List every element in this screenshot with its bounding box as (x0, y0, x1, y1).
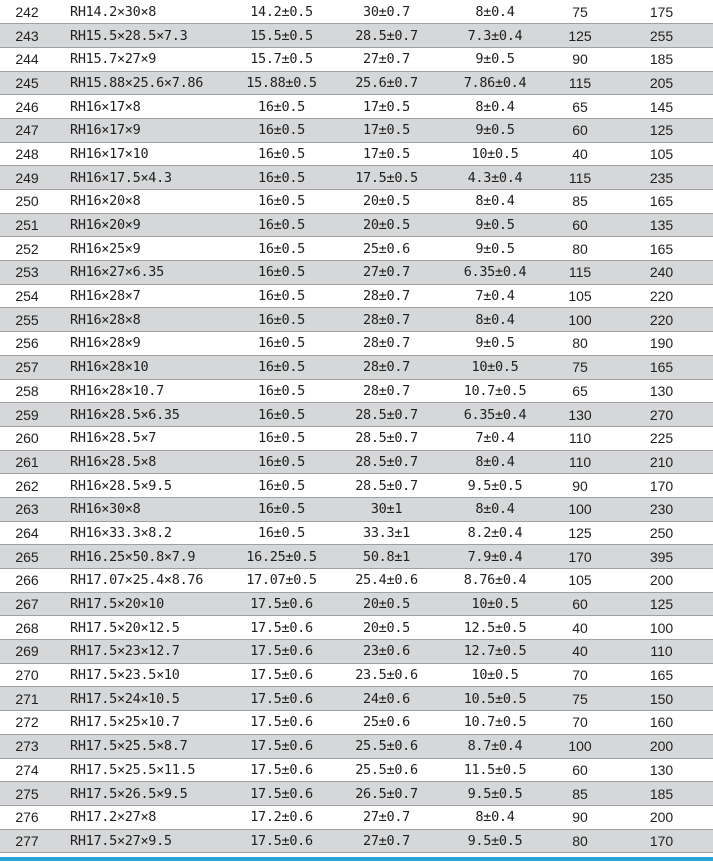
value-a-cell: 40 (550, 640, 610, 664)
outer-dimension-cell: 30±0.7 (333, 0, 440, 24)
height-dimension-cell: 8.7±0.4 (440, 734, 550, 758)
inner-dimension-cell: 16±0.5 (230, 521, 333, 545)
table-row (0, 355, 713, 379)
value-a-cell: 125 (550, 521, 610, 545)
model-code-cell: RH17.5×20×10 (58, 592, 230, 616)
height-dimension-cell: 9±0.5 (440, 332, 550, 356)
value-b-cell: 200 (610, 569, 713, 593)
value-b-cell: 255 (610, 24, 713, 48)
value-a-cell: 40 (550, 142, 610, 166)
model-code-cell: RH16.25×50.8×7.9 (58, 545, 230, 569)
inner-dimension-cell: 16.25±0.5 (230, 545, 333, 569)
model-code-cell: RH16×28.5×9.5 (58, 474, 230, 498)
inner-dimension-cell: 16±0.5 (230, 142, 333, 166)
row-number-cell: 254 (0, 284, 58, 308)
value-a-cell: 80 (550, 237, 610, 261)
inner-dimension-cell: 17.07±0.5 (230, 569, 333, 593)
height-dimension-cell: 7±0.4 (440, 284, 550, 308)
height-dimension-cell: 10.7±0.5 (440, 379, 550, 403)
outer-dimension-cell: 27±0.7 (333, 47, 440, 71)
value-a-cell: 90 (550, 47, 610, 71)
outer-dimension-cell: 17±0.5 (333, 118, 440, 142)
row-number-cell: 251 (0, 213, 58, 237)
value-b-cell: 135 (610, 213, 713, 237)
value-b-cell: 130 (610, 379, 713, 403)
value-a-cell: 100 (550, 497, 610, 521)
model-code-cell: RH16×30×8 (58, 497, 230, 521)
value-a-cell: 115 (550, 166, 610, 190)
model-code-cell: RH17.5×26.5×9.5 (58, 782, 230, 806)
value-a-cell: 110 (550, 450, 610, 474)
height-dimension-cell: 6.35±0.4 (440, 261, 550, 285)
value-b-cell: 270 (610, 403, 713, 427)
value-b-cell: 185 (610, 782, 713, 806)
model-code-cell: RH16×28.5×6.35 (58, 403, 230, 427)
value-a-cell: 110 (550, 426, 610, 450)
value-a-cell: 60 (550, 758, 610, 782)
height-dimension-cell: 7.9±0.4 (440, 545, 550, 569)
model-code-cell: RH17.5×27×9.5 (58, 829, 230, 853)
table-row (0, 616, 713, 640)
model-code-cell: RH16×17×10 (58, 142, 230, 166)
inner-dimension-cell: 17.5±0.6 (230, 782, 333, 806)
value-a-cell: 100 (550, 308, 610, 332)
bottom-accent-bar (0, 857, 713, 861)
value-b-cell: 130 (610, 758, 713, 782)
inner-dimension-cell: 16±0.5 (230, 308, 333, 332)
outer-dimension-cell: 30±1 (333, 497, 440, 521)
height-dimension-cell: 11.5±0.5 (440, 758, 550, 782)
value-a-cell: 170 (550, 545, 610, 569)
inner-dimension-cell: 14.2±0.5 (230, 0, 333, 24)
value-b-cell: 165 (610, 355, 713, 379)
row-number-cell: 275 (0, 782, 58, 806)
value-a-cell: 90 (550, 805, 610, 829)
inner-dimension-cell: 16±0.5 (230, 213, 333, 237)
value-a-cell: 105 (550, 569, 610, 593)
table-row (0, 379, 713, 403)
row-number-cell: 262 (0, 474, 58, 498)
table-row (0, 284, 713, 308)
row-number-cell: 243 (0, 24, 58, 48)
height-dimension-cell: 10.5±0.5 (440, 687, 550, 711)
value-a-cell: 90 (550, 474, 610, 498)
height-dimension-cell: 9.5±0.5 (440, 782, 550, 806)
outer-dimension-cell: 25.5±0.6 (333, 734, 440, 758)
table-row (0, 782, 713, 806)
value-b-cell: 125 (610, 592, 713, 616)
model-code-cell: RH16×28×10.7 (58, 379, 230, 403)
model-code-cell: RH16×25×9 (58, 237, 230, 261)
height-dimension-cell: 8±0.4 (440, 308, 550, 332)
inner-dimension-cell: 16±0.5 (230, 190, 333, 214)
height-dimension-cell: 8±0.4 (440, 95, 550, 119)
inner-dimension-cell: 17.5±0.6 (230, 663, 333, 687)
inner-dimension-cell: 16±0.5 (230, 379, 333, 403)
value-a-cell: 65 (550, 95, 610, 119)
row-number-cell: 245 (0, 71, 58, 95)
row-number-cell: 267 (0, 592, 58, 616)
value-a-cell: 75 (550, 0, 610, 24)
table-row (0, 237, 713, 261)
model-code-cell: RH16×33.3×8.2 (58, 521, 230, 545)
model-code-cell: RH16×17.5×4.3 (58, 166, 230, 190)
height-dimension-cell: 9±0.5 (440, 118, 550, 142)
height-dimension-cell: 9.5±0.5 (440, 829, 550, 853)
outer-dimension-cell: 23±0.6 (333, 640, 440, 664)
inner-dimension-cell: 15.88±0.5 (230, 71, 333, 95)
outer-dimension-cell: 17±0.5 (333, 142, 440, 166)
outer-dimension-cell: 25±0.6 (333, 237, 440, 261)
value-b-cell: 200 (610, 805, 713, 829)
row-number-cell: 253 (0, 261, 58, 285)
outer-dimension-cell: 50.8±1 (333, 545, 440, 569)
inner-dimension-cell: 17.5±0.6 (230, 592, 333, 616)
height-dimension-cell: 9±0.5 (440, 237, 550, 261)
table-row (0, 569, 713, 593)
value-b-cell: 170 (610, 474, 713, 498)
height-dimension-cell: 8±0.4 (440, 805, 550, 829)
model-code-cell: RH16×17×9 (58, 118, 230, 142)
value-b-cell: 165 (610, 237, 713, 261)
table-row (0, 24, 713, 48)
height-dimension-cell: 9±0.5 (440, 213, 550, 237)
model-code-cell: RH15.7×27×9 (58, 47, 230, 71)
row-number-cell: 268 (0, 616, 58, 640)
value-a-cell: 80 (550, 829, 610, 853)
inner-dimension-cell: 17.5±0.6 (230, 734, 333, 758)
value-b-cell: 185 (610, 47, 713, 71)
row-number-cell: 252 (0, 237, 58, 261)
height-dimension-cell: 7.86±0.4 (440, 71, 550, 95)
outer-dimension-cell: 28.5±0.7 (333, 403, 440, 427)
height-dimension-cell: 8±0.4 (440, 190, 550, 214)
row-number-cell: 248 (0, 142, 58, 166)
height-dimension-cell: 10±0.5 (440, 355, 550, 379)
value-a-cell: 40 (550, 616, 610, 640)
value-b-cell: 150 (610, 687, 713, 711)
height-dimension-cell: 9.5±0.5 (440, 474, 550, 498)
value-a-cell: 125 (550, 24, 610, 48)
table-row (0, 142, 713, 166)
outer-dimension-cell: 28±0.7 (333, 284, 440, 308)
value-b-cell: 235 (610, 166, 713, 190)
outer-dimension-cell: 28±0.7 (333, 308, 440, 332)
value-a-cell: 75 (550, 355, 610, 379)
value-a-cell: 60 (550, 592, 610, 616)
row-number-cell: 265 (0, 545, 58, 569)
table-row (0, 118, 713, 142)
height-dimension-cell: 6.35±0.4 (440, 403, 550, 427)
model-code-cell: RH16×20×9 (58, 213, 230, 237)
row-number-cell: 276 (0, 805, 58, 829)
table-row (0, 497, 713, 521)
outer-dimension-cell: 20±0.5 (333, 190, 440, 214)
height-dimension-cell: 10±0.5 (440, 663, 550, 687)
outer-dimension-cell: 25.6±0.7 (333, 71, 440, 95)
table-row (0, 829, 713, 853)
row-number-cell: 271 (0, 687, 58, 711)
row-number-cell: 249 (0, 166, 58, 190)
row-number-cell: 242 (0, 0, 58, 24)
table-row (0, 521, 713, 545)
model-code-cell: RH16×28.5×7 (58, 426, 230, 450)
value-b-cell: 230 (610, 497, 713, 521)
outer-dimension-cell: 27±0.7 (333, 261, 440, 285)
value-a-cell: 115 (550, 261, 610, 285)
value-a-cell: 70 (550, 663, 610, 687)
outer-dimension-cell: 25±0.6 (333, 711, 440, 735)
outer-dimension-cell: 27±0.7 (333, 829, 440, 853)
table-row (0, 663, 713, 687)
inner-dimension-cell: 16±0.5 (230, 355, 333, 379)
inner-dimension-cell: 16±0.5 (230, 474, 333, 498)
table-row (0, 47, 713, 71)
model-code-cell: RH17.5×25×10.7 (58, 711, 230, 735)
row-number-cell: 263 (0, 497, 58, 521)
table-row (0, 308, 713, 332)
model-code-cell: RH15.88×25.6×7.86 (58, 71, 230, 95)
inner-dimension-cell: 17.5±0.6 (230, 711, 333, 735)
inner-dimension-cell: 16±0.5 (230, 95, 333, 119)
model-code-cell: RH17.5×23.5×10 (58, 663, 230, 687)
model-code-cell: RH17.5×24×10.5 (58, 687, 230, 711)
value-b-cell: 145 (610, 95, 713, 119)
model-code-cell: RH16×28.5×8 (58, 450, 230, 474)
value-a-cell: 105 (550, 284, 610, 308)
table-row (0, 450, 713, 474)
inner-dimension-cell: 17.5±0.6 (230, 758, 333, 782)
table-row (0, 403, 713, 427)
value-a-cell: 100 (550, 734, 610, 758)
model-code-cell: RH16×20×8 (58, 190, 230, 214)
row-number-cell: 255 (0, 308, 58, 332)
model-code-cell: RH16×17×8 (58, 95, 230, 119)
inner-dimension-cell: 16±0.5 (230, 497, 333, 521)
inner-dimension-cell: 16±0.5 (230, 332, 333, 356)
outer-dimension-cell: 24±0.6 (333, 687, 440, 711)
value-b-cell: 175 (610, 0, 713, 24)
height-dimension-cell: 8.2±0.4 (440, 521, 550, 545)
model-code-cell: RH17.5×20×12.5 (58, 616, 230, 640)
height-dimension-cell: 4.3±0.4 (440, 166, 550, 190)
table-row (0, 545, 713, 569)
value-a-cell: 85 (550, 190, 610, 214)
model-code-cell: RH17.2×27×8 (58, 805, 230, 829)
table-row (0, 95, 713, 119)
table-row (0, 711, 713, 735)
value-a-cell: 60 (550, 118, 610, 142)
value-b-cell: 220 (610, 308, 713, 332)
value-a-cell: 115 (550, 71, 610, 95)
height-dimension-cell: 8±0.4 (440, 450, 550, 474)
table-row (0, 640, 713, 664)
height-dimension-cell: 7.3±0.4 (440, 24, 550, 48)
table-row (0, 805, 713, 829)
model-code-cell: RH15.5×28.5×7.3 (58, 24, 230, 48)
model-code-cell: RH16×28×7 (58, 284, 230, 308)
table-row (0, 474, 713, 498)
table-row (0, 190, 713, 214)
height-dimension-cell: 12.5±0.5 (440, 616, 550, 640)
value-b-cell: 190 (610, 332, 713, 356)
value-b-cell: 250 (610, 521, 713, 545)
outer-dimension-cell: 28.5±0.7 (333, 450, 440, 474)
outer-dimension-cell: 26.5±0.7 (333, 782, 440, 806)
value-a-cell: 70 (550, 711, 610, 735)
row-number-cell: 261 (0, 450, 58, 474)
row-number-cell: 273 (0, 734, 58, 758)
outer-dimension-cell: 25.4±0.6 (333, 569, 440, 593)
value-b-cell: 165 (610, 190, 713, 214)
value-b-cell: 170 (610, 829, 713, 853)
row-number-cell: 256 (0, 332, 58, 356)
row-number-cell: 270 (0, 663, 58, 687)
outer-dimension-cell: 28±0.7 (333, 355, 440, 379)
row-number-cell: 274 (0, 758, 58, 782)
height-dimension-cell: 10±0.5 (440, 592, 550, 616)
height-dimension-cell: 9±0.5 (440, 47, 550, 71)
row-number-cell: 258 (0, 379, 58, 403)
table-row (0, 687, 713, 711)
outer-dimension-cell: 20±0.5 (333, 592, 440, 616)
value-b-cell: 110 (610, 640, 713, 664)
height-dimension-cell: 8±0.4 (440, 497, 550, 521)
inner-dimension-cell: 16±0.5 (230, 426, 333, 450)
model-code-cell: RH17.5×25.5×11.5 (58, 758, 230, 782)
value-b-cell: 395 (610, 545, 713, 569)
row-number-cell: 259 (0, 403, 58, 427)
model-code-cell: RH16×28×8 (58, 308, 230, 332)
row-number-cell: 246 (0, 95, 58, 119)
height-dimension-cell: 10±0.5 (440, 142, 550, 166)
inner-dimension-cell: 15.5±0.5 (230, 24, 333, 48)
row-number-cell: 260 (0, 426, 58, 450)
value-b-cell: 200 (610, 734, 713, 758)
inner-dimension-cell: 17.5±0.6 (230, 640, 333, 664)
row-number-cell: 247 (0, 118, 58, 142)
outer-dimension-cell: 28±0.7 (333, 332, 440, 356)
model-code-cell: RH14.2×30×8 (58, 0, 230, 24)
inner-dimension-cell: 17.5±0.6 (230, 829, 333, 853)
model-code-cell: RH16×28×9 (58, 332, 230, 356)
value-b-cell: 160 (610, 711, 713, 735)
row-number-cell: 266 (0, 569, 58, 593)
value-b-cell: 125 (610, 118, 713, 142)
value-b-cell: 225 (610, 426, 713, 450)
value-a-cell: 85 (550, 782, 610, 806)
row-number-cell: 269 (0, 640, 58, 664)
outer-dimension-cell: 20±0.5 (333, 616, 440, 640)
outer-dimension-cell: 17±0.5 (333, 95, 440, 119)
value-b-cell: 240 (610, 261, 713, 285)
inner-dimension-cell: 17.2±0.6 (230, 805, 333, 829)
row-number-cell: 272 (0, 711, 58, 735)
row-number-cell: 264 (0, 521, 58, 545)
value-b-cell: 100 (610, 616, 713, 640)
value-a-cell: 75 (550, 687, 610, 711)
table-row (0, 758, 713, 782)
inner-dimension-cell: 16±0.5 (230, 403, 333, 427)
model-code-cell: RH17.5×25.5×8.7 (58, 734, 230, 758)
table-row (0, 166, 713, 190)
value-a-cell: 65 (550, 379, 610, 403)
inner-dimension-cell: 16±0.5 (230, 284, 333, 308)
table-row (0, 71, 713, 95)
model-code-cell: RH17.5×23×12.7 (58, 640, 230, 664)
height-dimension-cell: 8±0.4 (440, 0, 550, 24)
table-row (0, 213, 713, 237)
outer-dimension-cell: 25.5±0.6 (333, 758, 440, 782)
inner-dimension-cell: 16±0.5 (230, 450, 333, 474)
table-row (0, 426, 713, 450)
row-number-cell: 277 (0, 829, 58, 853)
height-dimension-cell: 8.76±0.4 (440, 569, 550, 593)
inner-dimension-cell: 16±0.5 (230, 166, 333, 190)
height-dimension-cell: 12.7±0.5 (440, 640, 550, 664)
row-number-cell: 250 (0, 190, 58, 214)
table-row (0, 734, 713, 758)
outer-dimension-cell: 28±0.7 (333, 379, 440, 403)
inner-dimension-cell: 16±0.5 (230, 237, 333, 261)
outer-dimension-cell: 28.5±0.7 (333, 426, 440, 450)
table-row (0, 261, 713, 285)
value-b-cell: 165 (610, 663, 713, 687)
value-a-cell: 60 (550, 213, 610, 237)
table-row (0, 332, 713, 356)
outer-dimension-cell: 20±0.5 (333, 213, 440, 237)
row-number-cell: 244 (0, 47, 58, 71)
outer-dimension-cell: 17.5±0.5 (333, 166, 440, 190)
table-row (0, 592, 713, 616)
value-b-cell: 205 (610, 71, 713, 95)
value-a-cell: 130 (550, 403, 610, 427)
model-code-cell: RH17.07×25.4×8.76 (58, 569, 230, 593)
table-row (0, 0, 713, 24)
inner-dimension-cell: 16±0.5 (230, 118, 333, 142)
inner-dimension-cell: 15.7±0.5 (230, 47, 333, 71)
inner-dimension-cell: 16±0.5 (230, 261, 333, 285)
inner-dimension-cell: 17.5±0.6 (230, 616, 333, 640)
outer-dimension-cell: 28.5±0.7 (333, 474, 440, 498)
value-b-cell: 210 (610, 450, 713, 474)
model-code-cell: RH16×27×6.35 (58, 261, 230, 285)
row-number-cell: 257 (0, 355, 58, 379)
value-b-cell: 105 (610, 142, 713, 166)
outer-dimension-cell: 23.5±0.6 (333, 663, 440, 687)
outer-dimension-cell: 33.3±1 (333, 521, 440, 545)
value-a-cell: 80 (550, 332, 610, 356)
value-b-cell: 220 (610, 284, 713, 308)
outer-dimension-cell: 28.5±0.7 (333, 24, 440, 48)
height-dimension-cell: 7±0.4 (440, 426, 550, 450)
model-code-cell: RH16×28×10 (58, 355, 230, 379)
inner-dimension-cell: 17.5±0.6 (230, 687, 333, 711)
outer-dimension-cell: 27±0.7 (333, 805, 440, 829)
height-dimension-cell: 10.7±0.5 (440, 711, 550, 735)
